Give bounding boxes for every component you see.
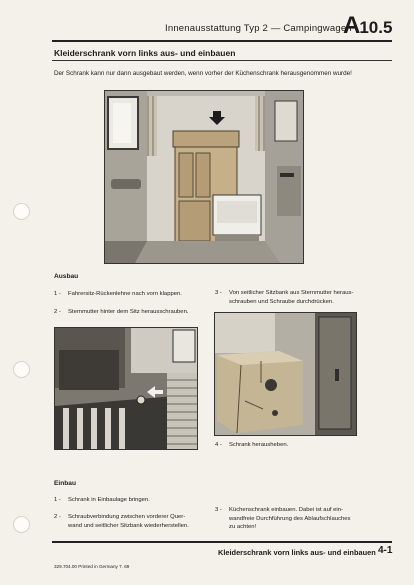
ausbau-step-3	[215, 289, 390, 306]
step-text: Fahrersitz-Rückenlehne nach vorn klappen.	[68, 291, 182, 297]
einbau-step-3	[215, 506, 390, 532]
ausbau-step-4	[215, 441, 390, 450]
binder-hole	[13, 203, 30, 220]
step-text: Küchenschrank einbauen. Dabei ist auf ein-	[229, 507, 343, 513]
section-code-number: 10.5	[359, 18, 393, 37]
step-number: 1 -	[54, 497, 61, 503]
ausbau-step-2	[54, 308, 204, 317]
ausbau-step-1	[54, 290, 204, 299]
photo-van-interior-drawing	[105, 91, 303, 263]
photo-wardrobe-removed	[214, 312, 357, 436]
step-text-cont: wandfreie Durchführung des Ablaufschlauches	[229, 515, 351, 522]
step-number: 2 -	[54, 309, 61, 315]
section-code	[343, 12, 392, 40]
section-rule	[52, 60, 392, 61]
step-text: Schrank herausheben.	[229, 442, 289, 448]
step-number: 2 -	[54, 514, 61, 520]
photo-van-interior	[104, 90, 304, 264]
photo-seat-bolt-drawing	[55, 328, 197, 449]
binder-hole	[13, 516, 30, 533]
footer-title: Kleiderschrank vorn links aus- und einbauen	[218, 548, 376, 557]
step-text-cont: schrauben und Schraube durchdrücken.	[229, 298, 334, 305]
einbau-heading: Einbau	[54, 480, 76, 487]
intro-text: Der Schrank kann nur dann ausgebaut werden, wenn vorher der Küchenschrank herausgenommen wurde!	[54, 70, 352, 77]
step-text: Schraubverbindung zwischen vorderer Quer-	[68, 514, 186, 520]
header-rule	[52, 40, 392, 42]
step-text-cont: wand und seitlicher Sitzbank wiederherstellen.	[68, 522, 189, 529]
step-number: 4 -	[215, 442, 222, 448]
section-code-letter: A	[343, 12, 360, 39]
header-title: Innenausstattung Typ 2 — Campingwagen	[165, 23, 352, 34]
photo-wardrobe-removed-drawing	[215, 313, 356, 435]
step-text: Von seitlicher Sitzbank aus Sternmutter heraus-	[229, 290, 354, 296]
step-number: 3 -	[215, 507, 222, 513]
page-number: 4-1	[378, 545, 393, 556]
einbau-step-2	[54, 513, 214, 530]
footer-rule	[52, 541, 392, 543]
section-title: Kleiderschrank vorn links aus- und einbauen	[54, 48, 236, 58]
step-number: 3 -	[215, 290, 222, 296]
step-text: Sternmutter hinter dem Sitz herausschrauben.	[68, 309, 189, 315]
einbau-step-1	[54, 496, 214, 505]
ausbau-heading: Ausbau	[54, 273, 79, 280]
step-text: Schrank in Einbaulage bringen.	[68, 497, 150, 503]
photo-seat-bolt	[54, 327, 198, 450]
step-text-cont: zu achten!	[229, 524, 257, 531]
step-number: 1 -	[54, 291, 61, 297]
print-note: 329.704.00 Printed in Germany 7. 69	[54, 564, 130, 569]
binder-hole	[13, 361, 30, 378]
